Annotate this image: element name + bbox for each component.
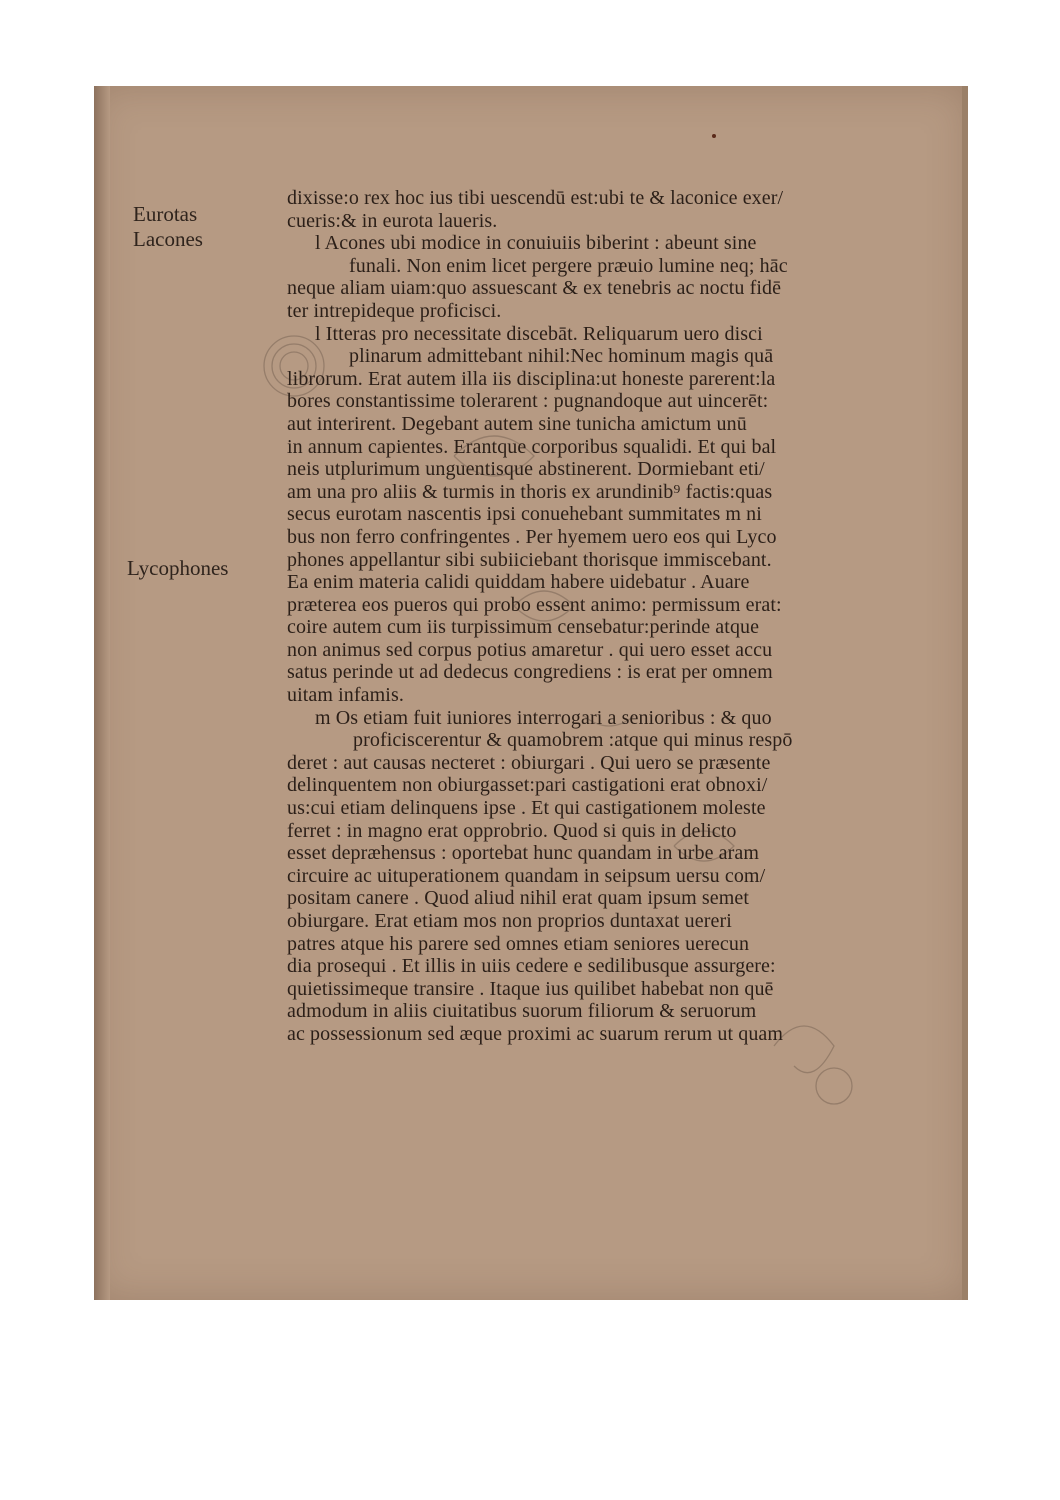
marginal-note-eurotas: Eurotas (133, 202, 198, 226)
page-binding-edge (94, 86, 110, 1300)
text-line: coire autem cum iis turpissimum censebatur:perinde atque (287, 616, 760, 639)
text-line: l Itteras pro necessitate discebāt. Reliquarum uero disci (315, 322, 763, 345)
text-line: dia prosequi . Et illis in uiis cedere e sedilibusque assurgere: (287, 955, 776, 978)
text-line: deret : aut causas necteret : obiurgari . Qui uero se præsente (287, 751, 771, 774)
text-line: delinquentem non obiurgasset:pari castigationi erat obnoxi/ (287, 774, 768, 797)
text-line: aut interirent. Degebant autem sine tunicha amictum unū (287, 412, 747, 435)
text-line: Ea enim materia calidi quiddam habere uidebatur . Auare (287, 571, 750, 594)
text-line: funali. Non enim licet pergere præuio lumine neq; hāc (349, 254, 788, 277)
text-line: m Os etiam fuit iuniores interrogari a senioribus : & quo (315, 706, 772, 729)
main-text-block (287, 187, 917, 1046)
text-line: cueris:& in eurota laueris. (287, 209, 498, 232)
text-line: positam canere . Quod aliud nihil erat quam ipsum semet (287, 887, 750, 910)
text-line: in annum capientes. Erantque corporibus squalidi. Et qui bal (287, 435, 777, 458)
text-line: us:cui etiam delinquens ipse . Et qui castigationem moleste (287, 797, 766, 820)
text-line: quietissimeque transire . Itaque ius quilibet habebat non quē (287, 977, 774, 1000)
text-line: obiurgare. Erat etiam mos non proprios duntaxat uereri (287, 910, 732, 932)
marginal-note-lacones: Lacones (133, 227, 203, 251)
text-line: proficiscerentur & quamobrem :atque qui minus respō (353, 729, 793, 752)
text-line: librorum. Erat autem illa iis disciplina:ut honeste parerent:la (287, 367, 776, 390)
text-line: bores constantissime tolerarent : pugnandoque aut uincerēt: (287, 390, 769, 413)
text-line: patres atque his parere sed omnes etiam seniores uerecun (287, 932, 750, 955)
text-line: l Acones ubi modice in conuiuiis biberint : abeunt sine (315, 232, 757, 255)
text-line: circuire ac uituperationem quandam in seipsum uersu com/ (287, 864, 766, 887)
text-line: præterea eos pueros qui probo essent animo: permissum erat: (287, 593, 782, 616)
text-line: satus perinde ut ad dedecus congrediens : is erat per omnem (287, 661, 773, 684)
text-line: neis utplurimum unguentisque abstinerent. Dormiebant eti/ (287, 458, 765, 481)
text-line: ter intrepideque proficisci. (287, 299, 502, 322)
text-line: plinarum admittebant nihil:Nec hominum magis quā (349, 345, 774, 368)
text-line: ac possessionum sed æque proximi ac suarum rerum ut quam (287, 1022, 784, 1045)
text-line: am una pro aliis & turmis in thoris ex arundinib⁹ factis:quas (287, 480, 773, 503)
text-line: ferret : in magno erat opprobrio. Quod si quis in delicto (287, 819, 737, 842)
text-line: uitam infamis. (287, 684, 404, 707)
text-line: dixisse:o rex hoc ius tibi uescendū est:ubi te & laconice exer/ (287, 187, 784, 209)
text-line: neque aliam uiam:quo assuescant & ex tenebris ac noctu fidē (287, 277, 782, 300)
text-line: admodum in aliis ciuitatibus suorum filiorum & seruorum (287, 1000, 757, 1023)
text-line: phones appellantur sibi subiiciebant thorisque immiscebant. (287, 548, 772, 571)
text-line: esset depræhensus : oportebat hunc quandam in urbe aram (287, 842, 760, 865)
ink-speck (712, 134, 716, 138)
page-right-edge (962, 86, 968, 1300)
marginal-note-lycophones: Lycophones (127, 556, 229, 580)
text-line: secus eurotam nascentis ipsi conuehebant summitates m ni (287, 503, 762, 526)
text-line: non animus sed corpus potius amaretur . qui uero esset accu (287, 638, 773, 661)
text-line: bus non ferro confringentes . Per hyemem uero eos qui Lyco (287, 525, 777, 548)
